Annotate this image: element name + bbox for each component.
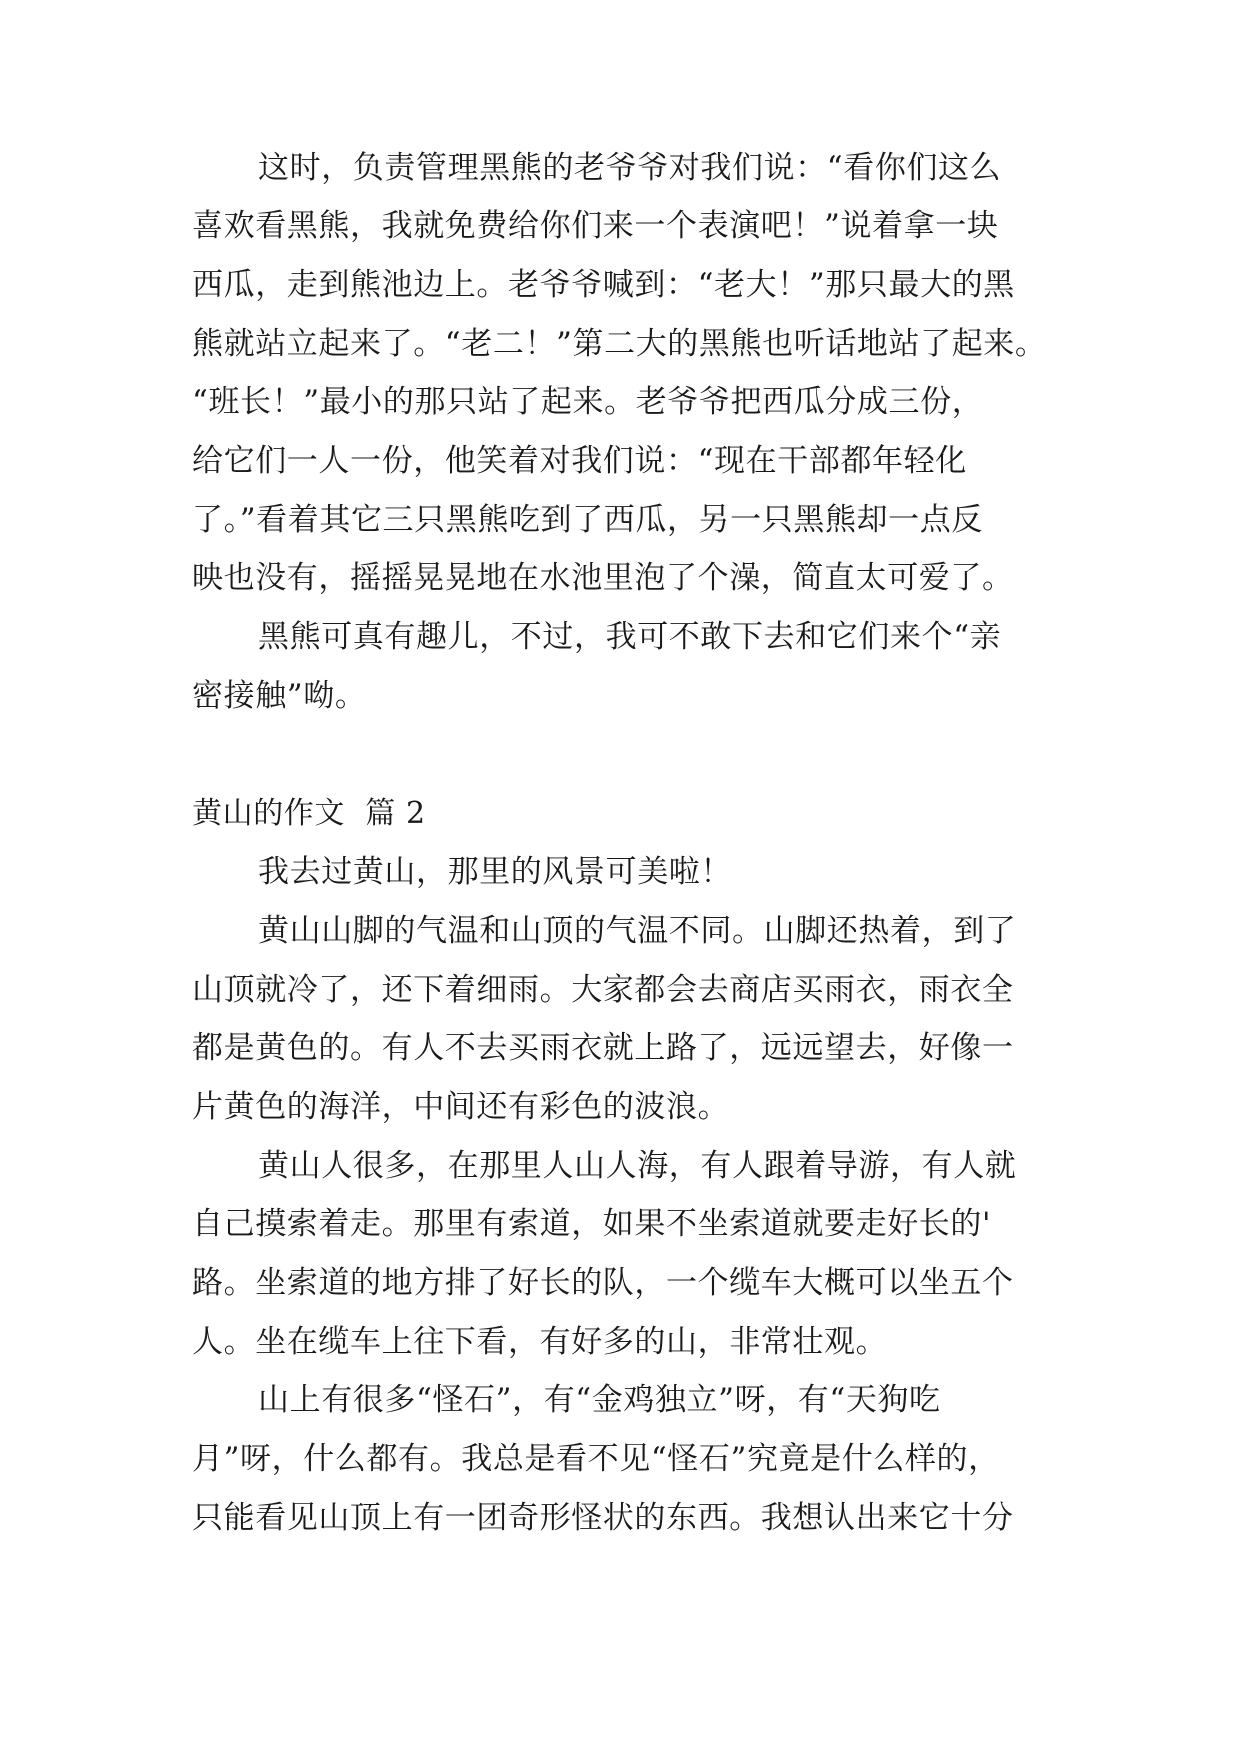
- paragraph-line: 月”呀，什么都有。我总是看不见“怪石”究竟是什么样的，: [192, 1441, 1000, 1477]
- paragraph-line: 我去过黄山，那里的风景可美啦！: [258, 854, 732, 890]
- paragraph-line: 山顶就冷了，还下着细雨。大家都会去商店买雨衣，雨衣全: [192, 972, 1014, 1008]
- paragraph-line: 路。坐索道的地方排了好长的队，一个缆车大概可以坐五个: [192, 1265, 1014, 1301]
- paragraph-line: “班长！”最小的那只站了起来。老爷爷把西瓜分成三份，: [192, 384, 984, 420]
- paragraph-line: 西瓜，走到熊池边上。老爷爷喊到：“老大！”那只最大的黑: [192, 267, 1015, 303]
- paragraph-line: 喜欢看黑熊，我就免费给你们来一个表演吧！”说着拿一块: [192, 208, 999, 244]
- paragraph-line: 黑熊可真有趣儿，不过，我可不敢下去和它们来个“亲: [258, 619, 1002, 655]
- paragraph-line: 都是黄色的。有人不去买雨衣就上路了，远远望去，好像一: [192, 1030, 1014, 1066]
- paragraph-line: 片黄色的海洋，中间还有彩色的波浪。: [192, 1089, 730, 1125]
- paragraph-line: 人。坐在缆车上往下看，有好多的山，非常壮观。: [192, 1324, 888, 1360]
- paragraph-line: 这时，负责管理黑熊的老爷爷对我们说：“看你们这么: [258, 150, 1002, 186]
- paragraph-line: 只能看见山顶上有一团奇形怪状的东西。我想认出来它十分: [192, 1500, 1014, 1536]
- paragraph-line: 熊就站立起来了。“老二！”第二大的黑熊也听话地站了起来。: [192, 326, 1047, 362]
- paragraph-line: 密接触”呦。: [192, 678, 367, 714]
- paragraph-line: 山上有很多“怪石”，有“金鸡独立”呀，有“天狗吃: [258, 1382, 941, 1418]
- paragraph-line: 黄山人很多，在那里人山人海，有人跟着导游，有人就: [258, 1148, 1017, 1184]
- paragraph-line: 黄山山脚的气温和山顶的气温不同。山脚还热着，到了: [258, 913, 1017, 949]
- paragraph-line: 了。”看着其它三只黑熊吃到了西瓜，另一只黑熊却一点反: [192, 502, 983, 538]
- section-heading: 黄山的作文 篇 2: [192, 796, 426, 831]
- paragraph-line: 给它们一人一份，他笑着对我们说：“现在干部都年轻化: [192, 443, 967, 479]
- paragraph-line: 自己摸索着走。那里有索道，如果不坐索道就要走好长的': [192, 1206, 992, 1242]
- paragraph-line: 映也没有，摇摇晃晃地在水池里泡了个澡，简直太可爱了。: [192, 560, 1014, 596]
